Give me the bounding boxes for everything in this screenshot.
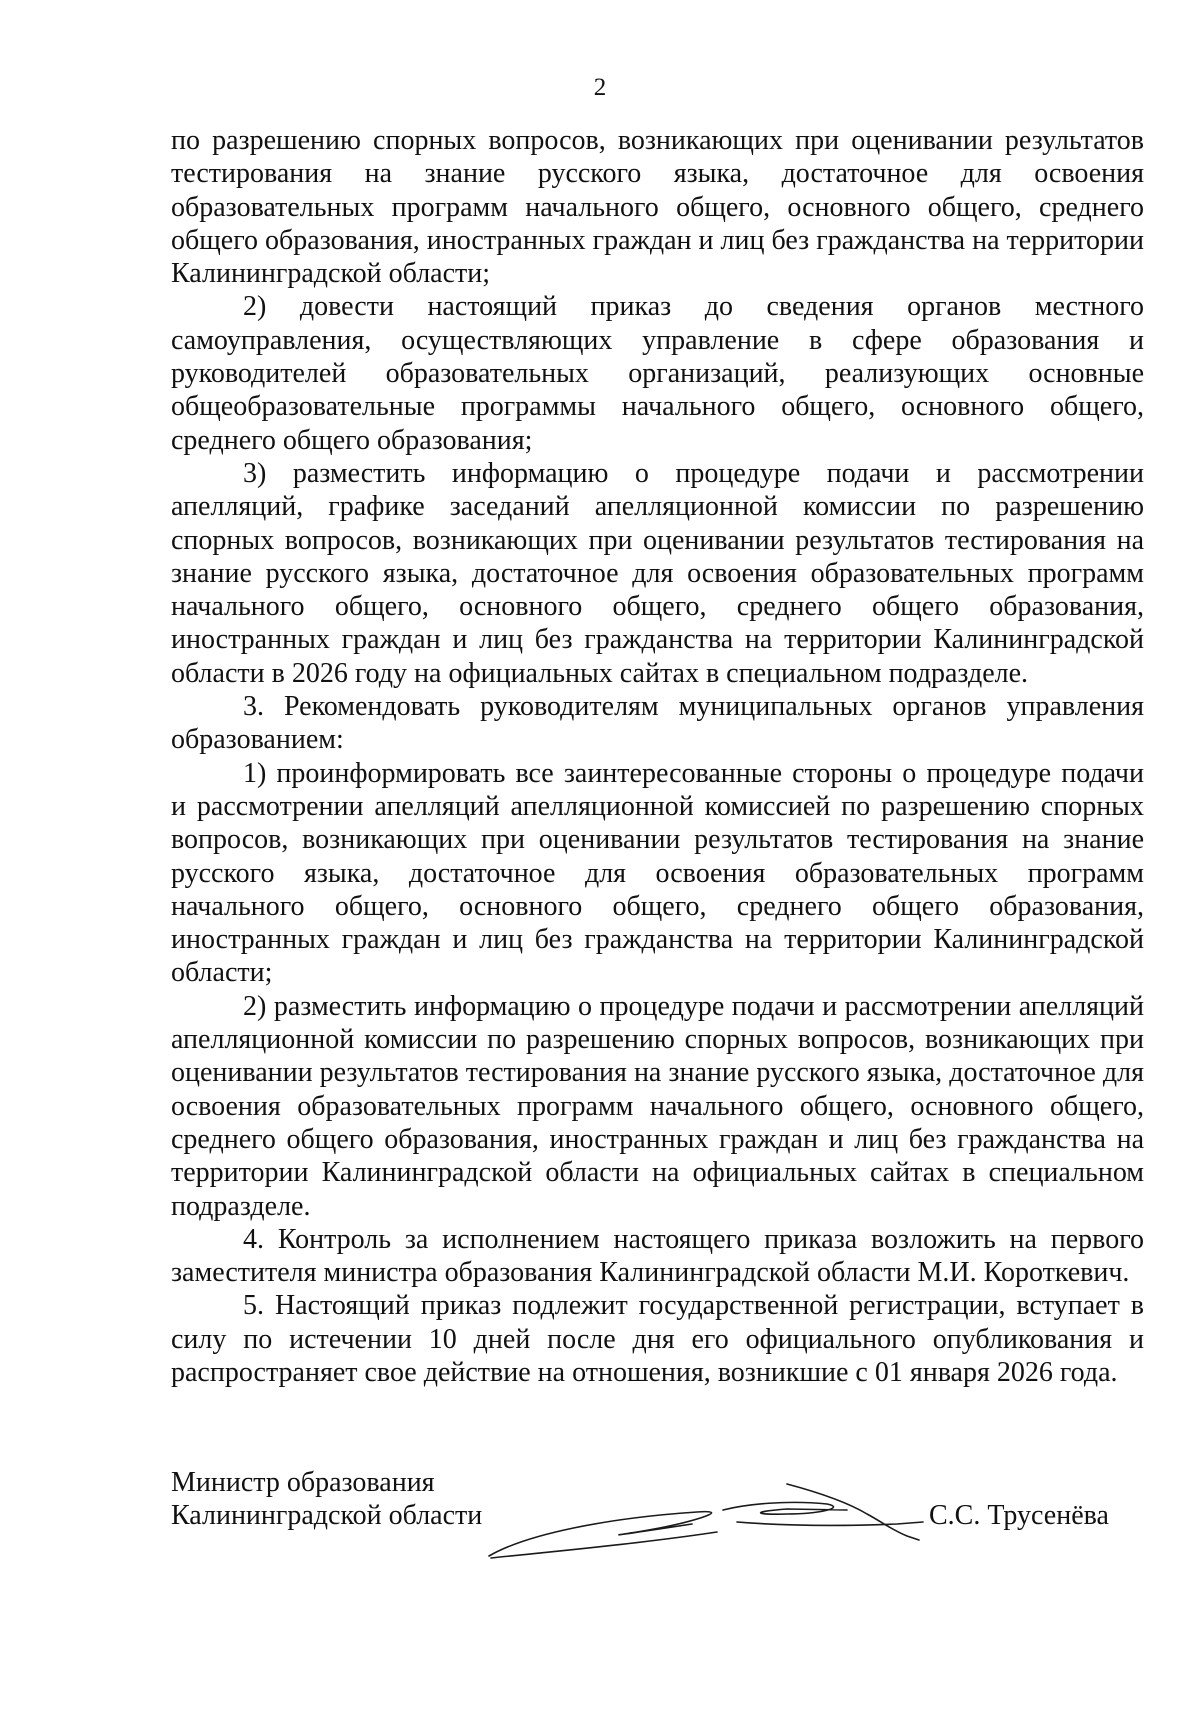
paragraph-item-3-2: 2) разместить информацию о процедуре подачи и рассмотрении апелляций апелляционной комиссии по разрешению спорных вопросов, возникающих при оценивании результатов тестирования на знание русского языка, достаточное для освоения образовательных программ начального общего, основного общего, среднего общего образования, иностранных граждан и лиц без гражданства на территории Калининградской области на официальных сайтах в специальном подразделе. [171,990,1144,1222]
signature-block [171,1466,1144,1576]
signatory-title-line-1: Министр образования [171,1467,435,1498]
signatory-name: С.С. Трусенёва [929,1500,1109,1531]
paragraph-item-3-1: 1) проинформировать все заинтересованные стороны о процедуре подачи и рассмотрении апелляций апелляционной комиссией по разрешению спорных вопросов, возникающих при оценивании результатов тестирования на знание русского языка, достаточное для освоения образовательных программ начального общего, основного общего, среднего общего образования, иностранных граждан и лиц без гражданства на территории Калининградской области; [171,757,1144,989]
paragraph-item-2-1: 2) довести настоящий приказ до сведения органов местного самоуправления, осуществляющих управление в сфере образования и руководителей образовательных организаций, реализующих основные общеобразовательные программы начального общего, основного общего, среднего общего образования; [171,291,1144,456]
paragraph-clause-5: 5. Настоящий приказ подлежит государственной регистрации, вступает в силу по истечении 10 дней после дня его официального опубликования и распространяет свое действие на отношения, возникшие с 01 января 2026 года. [171,1290,1144,1388]
paragraph-clause-3: 3. Рекомендовать руководителям муниципальных органов управления образованием: [171,691,1144,756]
signatory-title-line-2: Калининградской области [171,1500,483,1531]
handwritten-signature-icon [487,1474,927,1564]
signatory-title [171,1466,482,1532]
paragraph-clause-4: 4. Контроль за исполнением настоящего приказа возложить на первого заместителя министра образования Калининградской области М.И. Короткевич. [171,1223,1144,1289]
document-body [171,124,1144,1389]
paragraph-continuation: по разрешению спорных вопросов, возникающих при оценивании результатов тестирования на знание русского языка, достаточное для освоения образовательных программ начального общего, основного общего, среднего общего образования, иностранных граждан и лиц без гражданства на территории Калининградской области; [171,125,1144,290]
paragraph-item-2-3: 3) разместить информацию о процедуре подачи и рассмотрении апелляций, графике заседаний апелляционной комиссии по разрешению спорных вопросов, возникающих при оценивании результатов тестирования на знание русского языка, достаточное для освоения образовательных программ начального общего, основного общего, среднего общего образования, иностранных граждан и лиц без гражданства на территории Калининградской области в 2026 году на официальных сайтах в специальном подразделе. [171,457,1144,689]
page-number: 2 [593,74,607,101]
